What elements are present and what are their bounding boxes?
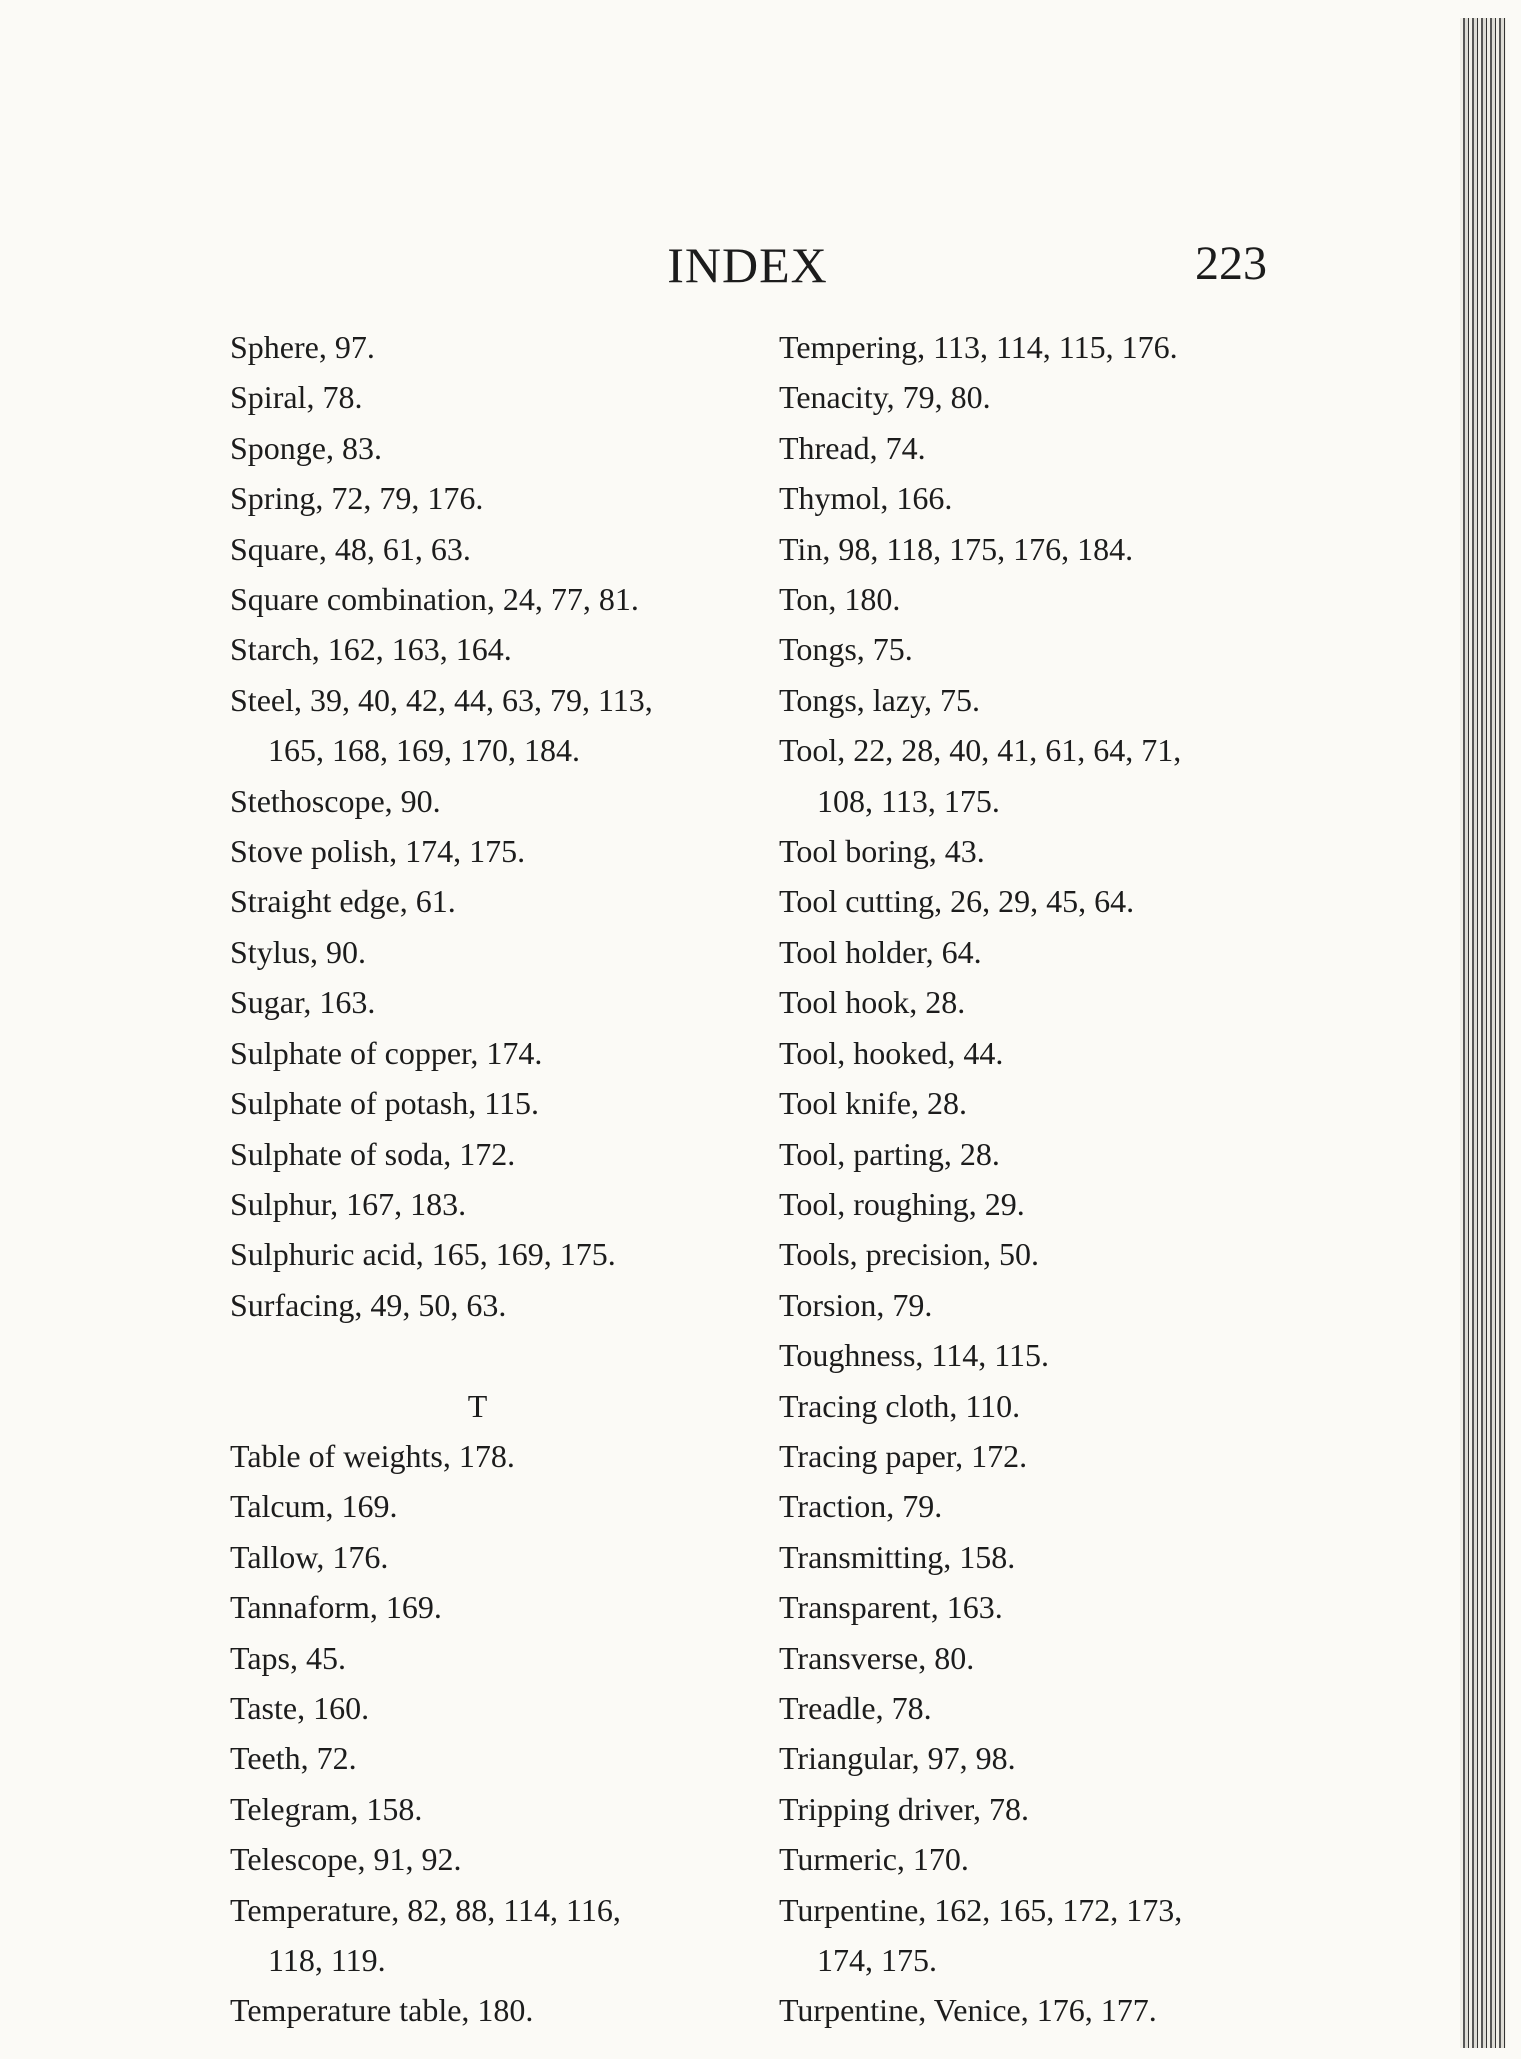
index-entry-text: Straight edge, 61. bbox=[230, 883, 456, 920]
index-entry-text: Starch, 162, 163, 164. bbox=[230, 631, 512, 668]
index-entry bbox=[230, 876, 750, 926]
index-entry bbox=[230, 1834, 750, 1884]
index-entry-text: Toughness, 114, 115. bbox=[779, 1337, 1050, 1374]
index-entry bbox=[779, 725, 1299, 775]
index-entry bbox=[230, 1229, 750, 1279]
index-entry bbox=[230, 372, 750, 422]
index-entry-text: Traction, 79. bbox=[779, 1488, 943, 1525]
index-entry-continuation bbox=[230, 725, 750, 775]
index-entry-text: Sugar, 163. bbox=[230, 984, 376, 1021]
index-entry-text: Square combination, 24, 77, 81. bbox=[230, 581, 639, 618]
index-entry bbox=[230, 1633, 750, 1683]
index-entry bbox=[779, 1129, 1299, 1179]
index-entry-text: Taste, 160. bbox=[230, 1689, 370, 1726]
index-entry bbox=[230, 1532, 750, 1582]
index-entry bbox=[779, 1381, 1299, 1431]
index-entry-text: Telescope, 91, 92. bbox=[230, 1841, 462, 1878]
index-entry bbox=[779, 1078, 1299, 1128]
index-entry-text: Sphere, 97. bbox=[230, 329, 375, 365]
index-entry bbox=[779, 1481, 1299, 1531]
index-entry bbox=[779, 1229, 1299, 1279]
index-entry-text: Tenacity, 79, 80. bbox=[779, 379, 991, 416]
index-entry bbox=[230, 322, 750, 372]
index-entry bbox=[779, 574, 1299, 624]
index-entry-text: Square, 48, 61, 63. bbox=[230, 530, 471, 567]
index-entry-text: Tool boring, 43. bbox=[779, 833, 985, 870]
index-entry-text: Tool, parting, 28. bbox=[779, 1135, 1000, 1172]
index-entry-text: Transparent, 163. bbox=[779, 1589, 1003, 1626]
index-entry-text: Tracing paper, 172. bbox=[779, 1437, 1028, 1474]
index-entry bbox=[230, 1985, 750, 2035]
index-entry bbox=[779, 1834, 1299, 1884]
page-title: INDEX bbox=[667, 237, 828, 293]
index-entry-text: Telegram, 158. bbox=[230, 1790, 423, 1827]
index-entry bbox=[779, 1179, 1299, 1229]
index-entry bbox=[230, 1885, 750, 1935]
index-entry bbox=[230, 574, 750, 624]
index-entry-text: Stylus, 90. bbox=[230, 933, 367, 970]
index-entry-text: Ton, 180. bbox=[779, 581, 901, 618]
index-entry-text: Sulphuric acid, 165, 169, 175. bbox=[230, 1236, 616, 1273]
index-entry-text: Tempering, 113, 114, 115, 176. bbox=[779, 329, 1178, 365]
index-entry-text: Triangular, 97, 98. bbox=[779, 1740, 1016, 1777]
index-entry-text: Thread, 74. bbox=[779, 429, 926, 466]
index-entry bbox=[779, 1028, 1299, 1078]
index-entry bbox=[230, 1431, 750, 1481]
index-entry bbox=[779, 372, 1299, 422]
index-entry-text: Sponge, 83. bbox=[230, 429, 382, 466]
index-entry bbox=[779, 927, 1299, 977]
index-entry-text: Turmeric, 170. bbox=[779, 1841, 969, 1878]
index-entry-text: Spiral, 78. bbox=[230, 379, 363, 416]
index-entry bbox=[779, 1532, 1299, 1582]
index-entry-text: Turpentine, 162, 165, 172, 173, bbox=[779, 1891, 1183, 1928]
section-letter: T bbox=[467, 1387, 488, 1424]
index-entry bbox=[779, 1330, 1299, 1380]
index-entry-text: 174, 175. bbox=[817, 1942, 937, 1978]
index-entry bbox=[779, 473, 1299, 523]
index-entry-text: Tool cutting, 26, 29, 45, 64. bbox=[779, 883, 1135, 920]
index-entry-text: 118, 119. bbox=[268, 1941, 386, 1978]
index-entry-text: Tongs, 75. bbox=[779, 631, 913, 668]
index-entry bbox=[230, 1683, 750, 1733]
index-entry-text: Tool holder, 64. bbox=[779, 933, 982, 970]
index-entry-continuation bbox=[779, 776, 1299, 826]
index-entry-text: Talcum, 169. bbox=[230, 1488, 398, 1525]
index-entry-text: Sulphate of soda, 172. bbox=[230, 1135, 516, 1172]
index-entry bbox=[230, 776, 750, 826]
index-entry bbox=[230, 1129, 750, 1179]
index-entry-text: Turpentine, Venice, 176, 177. bbox=[779, 1992, 1157, 2029]
index-entry-text: Tool, hooked, 44. bbox=[779, 1034, 1004, 1071]
index-entry-text: Sulphur, 167, 183. bbox=[230, 1185, 467, 1222]
index-entry bbox=[230, 826, 750, 876]
index-entry bbox=[230, 524, 750, 574]
index-entry-text: Steel, 39, 40, 42, 44, 63, 79, 113, bbox=[230, 681, 653, 718]
index-entry-text: Temperature table, 180. bbox=[230, 1992, 534, 2029]
index-entry-text: 108, 113, 175. bbox=[817, 782, 1000, 819]
index-entry-text: Tools, precision, 50. bbox=[779, 1236, 1039, 1273]
index-entry bbox=[230, 624, 750, 674]
index-entry bbox=[779, 624, 1299, 674]
index-entry bbox=[230, 977, 750, 1027]
index-entry bbox=[230, 1028, 750, 1078]
index-entry-text: Tool knife, 28. bbox=[779, 1085, 967, 1122]
index-entry-text: Teeth, 72. bbox=[230, 1740, 357, 1777]
index-entry-text: Tool hook, 28. bbox=[779, 984, 966, 1021]
book-binding-edge bbox=[1460, 18, 1506, 2048]
index-entry-text: Stove polish, 174, 175. bbox=[230, 833, 526, 870]
index-entry-text: Transmitting, 158. bbox=[779, 1538, 1016, 1575]
index-entry-continuation bbox=[230, 1935, 750, 1985]
index-entry bbox=[779, 1582, 1299, 1632]
index-entry bbox=[230, 675, 750, 725]
index-entry bbox=[779, 524, 1299, 574]
index-entry bbox=[230, 1280, 750, 1330]
index-entry bbox=[230, 423, 750, 473]
index-entry bbox=[230, 1078, 750, 1128]
index-entry bbox=[230, 927, 750, 977]
index-entry bbox=[230, 1733, 750, 1783]
index-entry-text: Tool, roughing, 29. bbox=[779, 1185, 1025, 1222]
index-entry bbox=[779, 423, 1299, 473]
index-entry-text: Thymol, 166. bbox=[779, 480, 953, 517]
index-entry-text: Tallow, 176. bbox=[230, 1538, 389, 1575]
index-entry-text: Sulphate of potash, 115. bbox=[230, 1085, 539, 1122]
index-entry bbox=[779, 1683, 1299, 1733]
index-entry bbox=[779, 675, 1299, 725]
index-entry bbox=[779, 1985, 1299, 2035]
section-spacer bbox=[230, 1330, 750, 1380]
index-entry bbox=[779, 1885, 1299, 1935]
index-entry-text: Tripping driver, 78. bbox=[779, 1790, 1029, 1827]
index-entry bbox=[779, 1633, 1299, 1683]
index-entry bbox=[779, 1280, 1299, 1330]
index-entry-text: Tin, 98, 118, 175, 176, 184. bbox=[779, 530, 1134, 567]
index-entry bbox=[230, 1481, 750, 1531]
index-entry bbox=[779, 1733, 1299, 1783]
index-entry bbox=[779, 977, 1299, 1027]
index-entry-text: Tongs, lazy, 75. bbox=[779, 681, 980, 718]
index-entry bbox=[779, 322, 1299, 372]
index-entry bbox=[230, 473, 750, 523]
index-entry-text: Sulphate of copper, 174. bbox=[230, 1034, 543, 1071]
index-column-left bbox=[230, 322, 750, 2036]
index-entry-text: Spring, 72, 79, 176. bbox=[230, 480, 484, 517]
index-entry-text: Tracing cloth, 110. bbox=[779, 1387, 1021, 1424]
index-entry-text: Transverse, 80. bbox=[779, 1639, 975, 1676]
index-entry-text: Surfacing, 49, 50, 63. bbox=[230, 1286, 507, 1323]
index-entry-text: Stethoscope, 90. bbox=[230, 782, 441, 819]
index-entry-continuation bbox=[779, 1935, 1299, 1985]
index-entry bbox=[779, 826, 1299, 876]
index-entry bbox=[779, 876, 1299, 926]
index-entry-text: Table of weights, 178. bbox=[230, 1437, 515, 1474]
page-number: 223 bbox=[1195, 237, 1267, 290]
index-entry-text: 165, 168, 169, 170, 184. bbox=[268, 732, 580, 769]
index-entry-text: Tool, 22, 28, 40, 41, 61, 64, 71, bbox=[779, 732, 1182, 769]
index-entry bbox=[779, 1431, 1299, 1481]
index-entry-text: Taps, 45. bbox=[230, 1639, 346, 1676]
index-entry-text: Tannaform, 169. bbox=[230, 1589, 442, 1626]
index-entry-text: Temperature, 82, 88, 114, 116, bbox=[230, 1891, 621, 1928]
index-entry-text: Torsion, 79. bbox=[779, 1286, 933, 1323]
index-entry bbox=[230, 1179, 750, 1229]
index-entry-text: Treadle, 78. bbox=[779, 1689, 932, 1726]
index-entry bbox=[779, 1784, 1299, 1834]
index-entry bbox=[230, 1784, 750, 1834]
index-column-right bbox=[779, 322, 1299, 2036]
index-entry bbox=[230, 1582, 750, 1632]
